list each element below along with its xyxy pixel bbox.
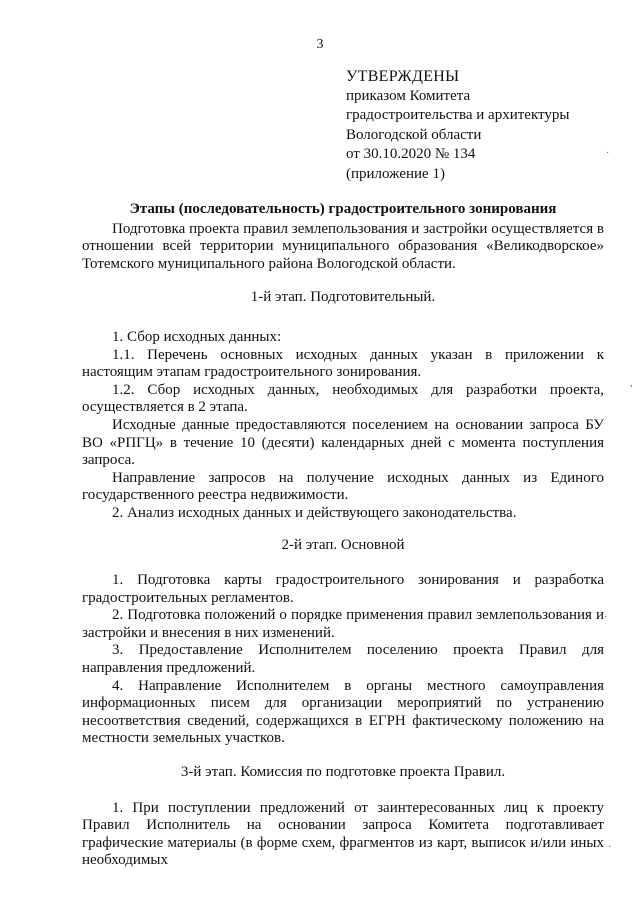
stage1-paragraph: 1. Сбор исходных данных: <box>112 328 282 345</box>
stage1-paragraph: Исходные данные предоставляются поселением на основании запроса БУ ВО «РПГЦ» в течение 10 (десяти) календарных дней с момента поступления запроса. <box>82 416 604 469</box>
approval-title: УТВЕРЖДЕНЫ <box>346 68 460 85</box>
approval-line: Вологодской области <box>346 126 482 143</box>
scan-mark: · <box>608 842 612 853</box>
document-body <box>82 201 604 870</box>
document-heading: Этапы (последовательность) градостроительного зонирования <box>129 201 557 217</box>
stage3-paragraph: 1. При поступлении предложений от заинтересованных лиц к проекту Правил Исполнитель на основании запроса Комитета подготавливает графические материалы (в форме схем, фрагментов из карт, выписок и/или иных необходимых <box>82 799 604 869</box>
stage1-paragraph: 1.2. Сбор исходных данных, необходимых для разработки проекта, осуществляется в 2 этапа. <box>82 381 604 416</box>
stage2-paragraph: 4. Направление Исполнителем в органы местного самоуправления информационных писем для организации мероприятий по устранению несоответствия сведений, содержащихся в ЕГРН фактическому положению на местности земельных участков. <box>82 677 604 747</box>
scan-mark: · <box>604 612 608 623</box>
stage2-paragraph: 2. Подготовка положений о порядке применения правил землепользования и застройки и внесения в них изменений. <box>82 607 604 641</box>
stage2-title: 2-й этап. Основной <box>281 536 405 553</box>
stage2-paragraph: 3. Предоставление Исполнителем поселению проекта Правил для направления предложений. <box>82 642 604 677</box>
approval-line: градостроительства и архитектуры <box>346 107 570 123</box>
stage2-paragraph: 1. Подготовка карты градостроительного зонирования и разработка градостроительных регламентов. <box>82 572 604 606</box>
stage1-title: 1-й этап. Подготовительный. <box>250 289 436 306</box>
intro-paragraph: Подготовка проекта правил землепользования и застройки осуществляется в отношении всей территории муниципального образования «Великодворское» Тотемского муниципального района Вологодской области. <box>82 220 604 272</box>
stage3-title: 3-й этап. Комиссия по подготовке проекта Правил. <box>180 764 506 781</box>
approval-line: приказом Комитета <box>346 87 471 104</box>
stage1-paragraph: 1.1. Перечень основных исходных данных указан в приложении к настоящим этапам градостроительного зонирования. <box>82 346 604 381</box>
stage1-paragraph: 2. Анализ исходных данных и действующего законодательства. <box>112 504 517 521</box>
approval-line: (приложение 1) <box>346 165 445 182</box>
scan-mark: · <box>606 148 610 159</box>
page-number: 3 <box>316 37 324 52</box>
approval-line: от 30.10.2020 № 134 <box>346 146 476 162</box>
scan-mark: , <box>630 378 633 389</box>
approval-stamp <box>346 67 569 184</box>
stage1-paragraph: Направление запросов на получение исходных данных из Единого государственного реестра недвижимости. <box>82 469 604 504</box>
